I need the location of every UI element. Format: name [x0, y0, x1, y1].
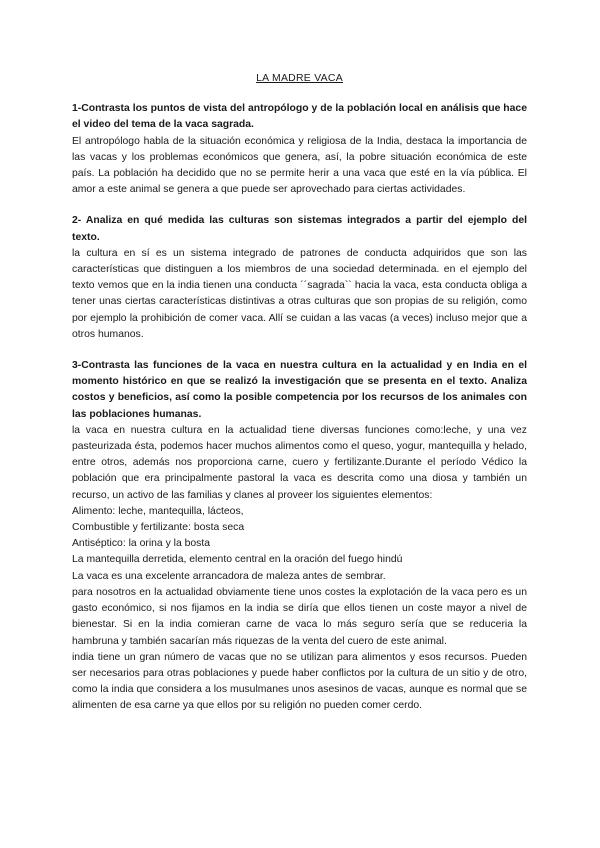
list-item: Alimento: leche, mantequilla, lácteos, — [72, 505, 244, 517]
answer-3-competition: india tiene un gran número de vacas que no se utilizan para alimentos y esos recursos. Pueden ser necesarios para otras poblaciones y puede haber conflictos por la cultura de un sitio y de otro, como la india que considera a los musulmanes unos asesinos de vacas, aunque es normal que se alimenten de esa carne ya que ellos por su religión no pueden comer cerdo. — [72, 651, 527, 712]
answer-3-costs: para nosotros en la actualidad obviamente tiene unos costes la explotación de la vaca pero es un gasto económico, si nos fijamos en la india se diría que ellos tienen un coste mayor a nivel de bienestar. Si en la india comieran carne de vaca lo más seguro sería que se reduceria la hambruna y también sacarían más riquezas de la venta del cuero de este animal. — [72, 586, 527, 647]
section-gap — [72, 343, 527, 358]
list-item: Combustible y fertilizante: bosta seca — [72, 522, 245, 534]
question-2: 2- Analiza en qué medida las culturas son sistemas integrados a partir del ejemplo del texto. — [72, 215, 527, 243]
list-item: La mantequilla derretida, elemento central en la oración del fuego hindú — [72, 554, 403, 566]
list-item: Antiséptico: la orina y la bosta — [72, 538, 211, 550]
answer-3-intro: la vaca en nuestra cultura en la actualidad tiene diversas funciones como:leche, y una vez pasteurizada ésta, podemos hacer muchos alimentos como el queso, yogur, mantequilla y helado, entre otros, además nos proporciona carne, cuero y fertilizante.Durante el período Védico la población que era principalmente pastoral la vaca es descrita como una diosa y también un recurso, un activo de las familias y clanes al proveer los siguientes elementos: — [72, 424, 527, 501]
answer-2: la cultura en sí es un sistema integrado de patrones de conducta adquiridos que son las características que distinguen a los miembros de una sociedad determinada. en el ejemplo del texto vemos que en la india tienen una conducta ´´sagrada`` hacia la vaca, esta conducta obliga a tener unas ciertas características distintivas a otras culturas que son propias de su religión, como por ejemplo la prohibición de comer vaca. Allí se cuidan a las vacas (a veces) incluso mejor que a otros humanos. — [72, 247, 527, 340]
list-item: La vaca es una excelente arrancadora de maleza antes de sembrar. — [72, 570, 386, 582]
section-gap — [72, 198, 527, 213]
answer-1: El antropólogo habla de la situación económica y religiosa de la India, destaca la importancia de las vacas y los problemas económicos que genera, así, la pobre situación económica de este país. La población ha decidido que no se permite herir a una vaca que esté en la vía pública. El amor a este animal se genera a que puede ser aprovechado para ciertas actividades. — [72, 135, 527, 196]
document-title: LA MADRE VACA — [256, 73, 343, 84]
document-page — [72, 71, 527, 715]
question-3: 3-Contrasta las funciones de la vaca en nuestra cultura en la actualidad y en India en el momento histórico en que se realizó la investigación que se presenta en el texto. Analiza costos y beneficios, así como la posible competencia por los recursos de los animales con las poblaciones humanas. — [72, 360, 527, 420]
question-1: 1-Contrasta los puntos de vista del antropólogo y de la población local en análisis que hace el video del tema de la vaca sagrada. — [72, 103, 527, 131]
